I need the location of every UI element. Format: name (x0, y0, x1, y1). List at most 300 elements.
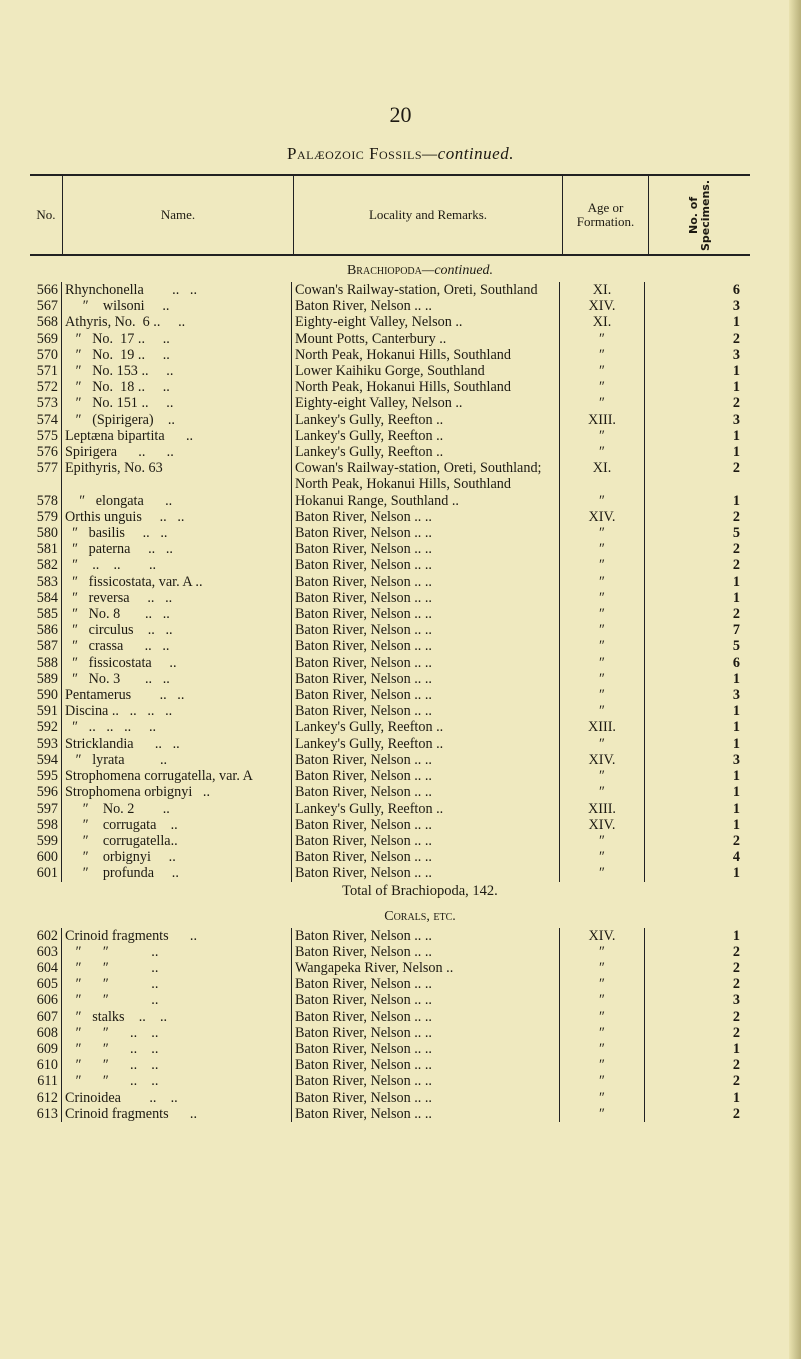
cell-specimens: 2 (732, 557, 740, 574)
cell-locality: Baton River, Nelson .. .. (292, 671, 560, 687)
cell-age: ″ (560, 976, 645, 992)
cell-locality: North Peak, Hokanui Hills, Southland (292, 347, 560, 363)
cell-age: ″ (560, 784, 645, 800)
table-row (30, 784, 750, 800)
cell-name: ″ ″ .. (62, 960, 292, 976)
cell-locality: Cowan's Railway-station, Oreti, Southland (292, 282, 560, 298)
cell-age: XIII. (560, 412, 645, 428)
table-header (30, 174, 750, 256)
cell-no: 586 (30, 622, 62, 638)
cell-locality: Baton River, Nelson .. .. (292, 557, 560, 573)
table-row (30, 331, 750, 347)
cell-specimens: 1 (732, 670, 740, 687)
cell-locality: Lower Kaihiku Gorge, Southland (292, 363, 560, 379)
table-row (30, 1025, 750, 1041)
table-row (30, 363, 750, 379)
cell-name: ″ No. 153 .. .. (62, 363, 292, 379)
cell-age: XIII. (560, 719, 645, 735)
cell-no: 575 (30, 428, 62, 444)
cell-age: ″ (560, 1090, 645, 1106)
cell-locality: Baton River, Nelson .. .. (292, 1009, 560, 1025)
cell-name: ″ profunda .. (62, 865, 292, 881)
cell-specimens: 2 (732, 1008, 740, 1025)
cell-name: ″ No. 18 .. .. (62, 379, 292, 395)
section-title: Brachiopoda (346, 263, 422, 278)
cell-name: ″ ″ .. .. (62, 1073, 292, 1089)
cell-specimens: 6 (732, 282, 740, 298)
cell-name: Crinoid fragments .. (62, 928, 292, 944)
cell-name: Orthis unguis .. .. (62, 509, 292, 525)
cell-specimens: 1 (732, 927, 740, 944)
cell-age: ″ (560, 428, 645, 444)
cell-age: ″ (560, 703, 645, 719)
cell-locality: Lankey's Gully, Reefton .. (292, 801, 560, 817)
cell-no: 613 (30, 1106, 62, 1122)
table-row (30, 719, 750, 735)
cell-locality: Baton River, Nelson .. .. (292, 784, 560, 800)
cell-locality: North Peak, Hokanui Hills, Southland (292, 379, 560, 395)
title-main: Palæozoic Fossils (287, 144, 423, 163)
table-row (30, 801, 750, 817)
cell-locality: Eighty-eight Valley, Nelson .. (292, 314, 560, 330)
cell-name: ″ No. 151 .. .. (62, 395, 292, 411)
table-row (30, 1090, 750, 1106)
cell-locality: Baton River, Nelson .. .. (292, 509, 560, 525)
cell-locality: Baton River, Nelson .. .. (292, 687, 560, 703)
table-row (30, 687, 750, 703)
cell-locality: Lankey's Gully, Reefton .. (292, 412, 560, 428)
section-suffix: —continued. (421, 263, 494, 278)
cell-age: XIV. (560, 752, 645, 768)
table-row (30, 347, 750, 363)
cell-name: ″ (Spirigera) .. (62, 412, 292, 428)
cell-age: ″ (560, 444, 645, 460)
cell-no: 610 (30, 1057, 62, 1073)
cell-no: 608 (30, 1025, 62, 1041)
cell-age: ″ (560, 655, 645, 671)
table-row (30, 509, 750, 525)
cell-age: ″ (560, 849, 645, 865)
cell-age: ″ (560, 736, 645, 752)
cell-age: ″ (560, 331, 645, 347)
cell-age: XIV. (560, 509, 645, 525)
table-row (30, 752, 750, 768)
cell-specimens: 1 (732, 816, 740, 833)
cell-locality: Baton River, Nelson .. .. (292, 703, 560, 719)
cell-no: 583 (30, 574, 62, 590)
cell-age: ″ (560, 574, 645, 590)
cell-name: ″ No. 3 .. .. (62, 671, 292, 687)
cell-age: ″ (560, 671, 645, 687)
table-row (30, 622, 750, 638)
cell-locality: Baton River, Nelson .. .. (292, 944, 560, 960)
cell-specimens: 1 (732, 768, 740, 785)
cell-locality: Baton River, Nelson .. .. (292, 574, 560, 590)
cell-no: 593 (30, 736, 62, 752)
cell-name: ″ No. 8 .. .. (62, 606, 292, 622)
cell-name: ″ No. 2 .. (62, 801, 292, 817)
section-heading (90, 256, 750, 282)
cell-no: 607 (30, 1009, 62, 1025)
cell-specimens: 6 (732, 654, 740, 671)
cell-specimens: 1 (732, 427, 740, 444)
cell-specimens: 2 (732, 330, 740, 347)
cell-name: ″ fissicostata, var. A .. (62, 574, 292, 590)
cell-specimens: 1 (732, 363, 740, 380)
cell-name: ″ elongata .. (62, 493, 292, 509)
cell-age: ″ (560, 606, 645, 622)
cell-specimens: 2 (732, 541, 740, 558)
cell-name: ″ paterna .. .. (62, 541, 292, 557)
cell-locality: Baton River, Nelson .. .. (292, 622, 560, 638)
cell-locality: Baton River, Nelson .. .. (292, 525, 560, 541)
cell-locality: Cowan's Railway-station, Oreti, Southland; North Peak, Hokanui Hills, Southland (292, 460, 560, 492)
cell-specimens: 2 (732, 943, 740, 960)
table-row (30, 736, 750, 752)
cell-age: XI. (560, 282, 645, 298)
table-row (30, 574, 750, 590)
cell-name: Rhynchonella .. .. (62, 282, 292, 298)
table-row (30, 768, 750, 784)
cell-specimens: 1 (732, 703, 740, 720)
cell-no: 576 (30, 444, 62, 460)
cell-age: ″ (560, 347, 645, 363)
header-specimens-label: No. of Specimens. (686, 179, 712, 251)
cell-name: ″ ″ .. (62, 944, 292, 960)
cell-specimens: 1 (732, 735, 740, 752)
table-row (30, 1009, 750, 1025)
cell-name: Strophomena corrugatella, var. A (62, 768, 292, 784)
table-row (30, 282, 750, 298)
cell-locality: Baton River, Nelson .. .. (292, 1057, 560, 1073)
section-heading (90, 902, 750, 928)
table-row (30, 1106, 750, 1122)
cell-age: ″ (560, 622, 645, 638)
cell-age: ″ (560, 395, 645, 411)
cell-specimens: 1 (732, 589, 740, 606)
table-row (30, 379, 750, 395)
cell-age: ″ (560, 768, 645, 784)
cell-specimens: 3 (732, 298, 740, 315)
header-locality: Locality and Remarks. (294, 176, 563, 254)
cell-age: ″ (560, 944, 645, 960)
cell-specimens: 1 (732, 573, 740, 590)
cell-no: 571 (30, 363, 62, 379)
cell-locality: Lankey's Gully, Reefton .. (292, 428, 560, 444)
table-row (30, 590, 750, 606)
cell-specimens: 2 (732, 1073, 740, 1090)
cell-specimens: 2 (732, 460, 740, 477)
cell-specimens: 3 (732, 346, 740, 363)
section-total: Total of Brachiopoda, 142. (342, 882, 498, 899)
cell-specimens: 1 (732, 492, 740, 509)
cell-locality: Baton River, Nelson .. .. (292, 752, 560, 768)
cell-no: 601 (30, 865, 62, 881)
cell-age: ″ (560, 493, 645, 509)
cell-specimens: 1 (732, 784, 740, 801)
cell-age: XIV. (560, 817, 645, 833)
cell-locality: Baton River, Nelson .. .. (292, 638, 560, 654)
table-row (30, 428, 750, 444)
cell-no: 573 (30, 395, 62, 411)
cell-name: Crinoidea .. .. (62, 1090, 292, 1106)
cell-specimens: 2 (732, 1024, 740, 1041)
cell-locality: Baton River, Nelson .. .. (292, 541, 560, 557)
cell-no: 578 (30, 493, 62, 509)
cell-name: Epithyris, No. 63 (62, 460, 292, 492)
table-row (30, 928, 750, 944)
cell-age: ″ (560, 1009, 645, 1025)
cell-specimens: 2 (732, 508, 740, 525)
table-row (30, 849, 750, 865)
cell-no: 602 (30, 928, 62, 944)
table-row (30, 638, 750, 654)
cell-name: Strophomena orbignyi .. (62, 784, 292, 800)
table-row (30, 395, 750, 411)
cell-age: ″ (560, 590, 645, 606)
cell-name: ″ crassa .. .. (62, 638, 292, 654)
cell-locality: Baton River, Nelson .. .. (292, 655, 560, 671)
cell-specimens: 2 (732, 1105, 740, 1122)
cell-locality: Baton River, Nelson .. .. (292, 976, 560, 992)
cell-no: 570 (30, 347, 62, 363)
table-row (30, 314, 750, 330)
fossils-table (30, 174, 750, 1122)
cell-age: XIII. (560, 801, 645, 817)
cell-no: 585 (30, 606, 62, 622)
cell-age: ″ (560, 1057, 645, 1073)
cell-no: 594 (30, 752, 62, 768)
cell-name: ″ reversa .. .. (62, 590, 292, 606)
cell-specimens: 2 (732, 1057, 740, 1074)
cell-locality: Eighty-eight Valley, Nelson .. (292, 395, 560, 411)
cell-age: ″ (560, 992, 645, 1008)
cell-locality: Baton River, Nelson .. .. (292, 1090, 560, 1106)
cell-no: 604 (30, 960, 62, 976)
cell-no: 605 (30, 976, 62, 992)
cell-no: 572 (30, 379, 62, 395)
cell-locality: Baton River, Nelson .. .. (292, 298, 560, 314)
cell-locality: Lankey's Gully, Reefton .. (292, 736, 560, 752)
cell-no: 581 (30, 541, 62, 557)
cell-no: 611 (30, 1073, 62, 1089)
cell-name: ″ .. .. .. (62, 557, 292, 573)
cell-name: ″ basilis .. .. (62, 525, 292, 541)
cell-name: ″ corrugatella.. (62, 833, 292, 849)
cell-locality: Baton River, Nelson .. .. (292, 833, 560, 849)
cell-locality: Baton River, Nelson .. .. (292, 606, 560, 622)
cell-name: Spirigera .. .. (62, 444, 292, 460)
cell-age: ″ (560, 1041, 645, 1057)
cell-no: 569 (30, 331, 62, 347)
cell-name: ″ ″ .. .. (62, 1041, 292, 1057)
table-row (30, 444, 750, 460)
cell-locality: Wangapeka River, Nelson .. (292, 960, 560, 976)
table-row (30, 1041, 750, 1057)
cell-no: 599 (30, 833, 62, 849)
table-row (30, 655, 750, 671)
cell-specimens: 5 (732, 525, 740, 542)
cell-locality: Baton River, Nelson .. .. (292, 1025, 560, 1041)
cell-specimens: 1 (732, 865, 740, 882)
cell-specimens: 1 (732, 1040, 740, 1057)
cell-no: 580 (30, 525, 62, 541)
table-body (30, 256, 750, 1122)
cell-name: ″ stalks .. .. (62, 1009, 292, 1025)
cell-no: 587 (30, 638, 62, 654)
cell-age: ″ (560, 865, 645, 881)
cell-no: 596 (30, 784, 62, 800)
table-row (30, 671, 750, 687)
table-row (30, 703, 750, 719)
table-row (30, 1057, 750, 1073)
cell-age: XI. (560, 314, 645, 330)
table-row (30, 1073, 750, 1089)
cell-specimens: 1 (732, 314, 740, 331)
cell-no: 582 (30, 557, 62, 573)
cell-name: ″ No. 19 .. .. (62, 347, 292, 363)
cell-no: 590 (30, 687, 62, 703)
cell-locality: Baton River, Nelson .. .. (292, 1106, 560, 1122)
cell-locality: Baton River, Nelson .. .. (292, 928, 560, 944)
page-number: 20 (389, 102, 412, 127)
cell-name: Discina .. .. .. .. (62, 703, 292, 719)
cell-no: 592 (30, 719, 62, 735)
cell-age: XI. (560, 460, 645, 492)
cell-age: ″ (560, 557, 645, 573)
cell-no: 566 (30, 282, 62, 298)
cell-specimens: 2 (732, 606, 740, 623)
cell-locality: Mount Potts, Canterbury .. (292, 331, 560, 347)
cell-name: Crinoid fragments .. (62, 1106, 292, 1122)
cell-name: ″ fissicostata .. (62, 655, 292, 671)
cell-age: ″ (560, 638, 645, 654)
cell-locality: Baton River, Nelson .. .. (292, 590, 560, 606)
cell-name: Leptæna bipartita .. (62, 428, 292, 444)
table-row (30, 298, 750, 314)
cell-name: ″ circulus .. .. (62, 622, 292, 638)
cell-specimens: 7 (732, 622, 740, 639)
cell-age: ″ (560, 1025, 645, 1041)
cell-locality: Baton River, Nelson .. .. (292, 817, 560, 833)
table-row (30, 493, 750, 509)
cell-no: 589 (30, 671, 62, 687)
table-row (30, 865, 750, 881)
cell-name: Stricklandia .. .. (62, 736, 292, 752)
cell-name: ″ .. .. .. .. (62, 719, 292, 735)
cell-name: ″ ″ .. .. (62, 1025, 292, 1041)
cell-age: ″ (560, 960, 645, 976)
table-row (30, 992, 750, 1008)
cell-no: 568 (30, 314, 62, 330)
table-row (30, 412, 750, 428)
cell-no: 600 (30, 849, 62, 865)
cell-no: 606 (30, 992, 62, 1008)
cell-name: Pentamerus .. .. (62, 687, 292, 703)
table-row (30, 606, 750, 622)
cell-name: ″ ″ .. .. (62, 1057, 292, 1073)
header-no: No. (30, 176, 63, 254)
cell-locality: Baton River, Nelson .. .. (292, 992, 560, 1008)
cell-no: 612 (30, 1090, 62, 1106)
cell-specimens: 1 (732, 800, 740, 817)
table-row (30, 976, 750, 992)
cell-name: ″ orbignyi .. (62, 849, 292, 865)
table-row (30, 944, 750, 960)
cell-locality: Baton River, Nelson .. .. (292, 768, 560, 784)
cell-name: ″ lyrata .. (62, 752, 292, 768)
section-title: Corals, etc. (384, 908, 456, 924)
cell-specimens: 1 (732, 444, 740, 461)
cell-age: ″ (560, 363, 645, 379)
cell-locality: Baton River, Nelson .. .. (292, 1041, 560, 1057)
cell-age: ″ (560, 541, 645, 557)
cell-specimens: 3 (732, 992, 740, 1009)
cell-no: 597 (30, 801, 62, 817)
cell-age: XIV. (560, 298, 645, 314)
page-edge (789, 0, 801, 1359)
cell-name: ″ corrugata .. (62, 817, 292, 833)
cell-specimens: 5 (732, 638, 740, 655)
cell-specimens: 3 (732, 411, 740, 428)
cell-specimens: 2 (732, 832, 740, 849)
cell-specimens: 2 (732, 959, 740, 976)
cell-specimens: 2 (732, 395, 740, 412)
cell-no: 584 (30, 590, 62, 606)
cell-specimens: 1 (732, 1089, 740, 1106)
table-row (30, 557, 750, 573)
page-title (0, 144, 801, 164)
cell-locality: Lankey's Gully, Reefton .. (292, 719, 560, 735)
cell-no: 579 (30, 509, 62, 525)
cell-no: 574 (30, 412, 62, 428)
cell-locality: Baton River, Nelson .. .. (292, 865, 560, 881)
cell-age: ″ (560, 1106, 645, 1122)
table-row (30, 541, 750, 557)
cell-age: ″ (560, 379, 645, 395)
title-suffix: —continued. (422, 144, 514, 163)
cell-locality: Baton River, Nelson .. .. (292, 849, 560, 865)
cell-age: ″ (560, 687, 645, 703)
cell-age: XIV. (560, 928, 645, 944)
cell-no: 567 (30, 298, 62, 314)
cell-specimens: 2 (732, 976, 740, 993)
cell-name: Athyris, No. 6 .. .. (62, 314, 292, 330)
cell-specimens: 3 (732, 687, 740, 704)
header-name: Name. (63, 176, 294, 254)
header-age: Age or Formation. (563, 176, 649, 254)
cell-locality: Lankey's Gully, Reefton .. (292, 444, 560, 460)
cell-no: 591 (30, 703, 62, 719)
cell-name: ″ ″ .. (62, 992, 292, 1008)
cell-no: 577 (30, 460, 62, 492)
cell-no: 598 (30, 817, 62, 833)
table-row (30, 460, 750, 492)
cell-specimens: 1 (732, 379, 740, 396)
cell-locality: Baton River, Nelson .. .. (292, 1073, 560, 1089)
table-row (30, 525, 750, 541)
cell-no: 588 (30, 655, 62, 671)
cell-name: ″ ″ .. (62, 976, 292, 992)
cell-specimens: 4 (732, 849, 740, 866)
cell-locality: Hokanui Range, Southland .. (292, 493, 560, 509)
cell-no: 595 (30, 768, 62, 784)
cell-specimens: 3 (732, 751, 740, 768)
cell-age: ″ (560, 525, 645, 541)
cell-no: 603 (30, 944, 62, 960)
header-specimens (649, 176, 750, 254)
cell-age: ″ (560, 833, 645, 849)
